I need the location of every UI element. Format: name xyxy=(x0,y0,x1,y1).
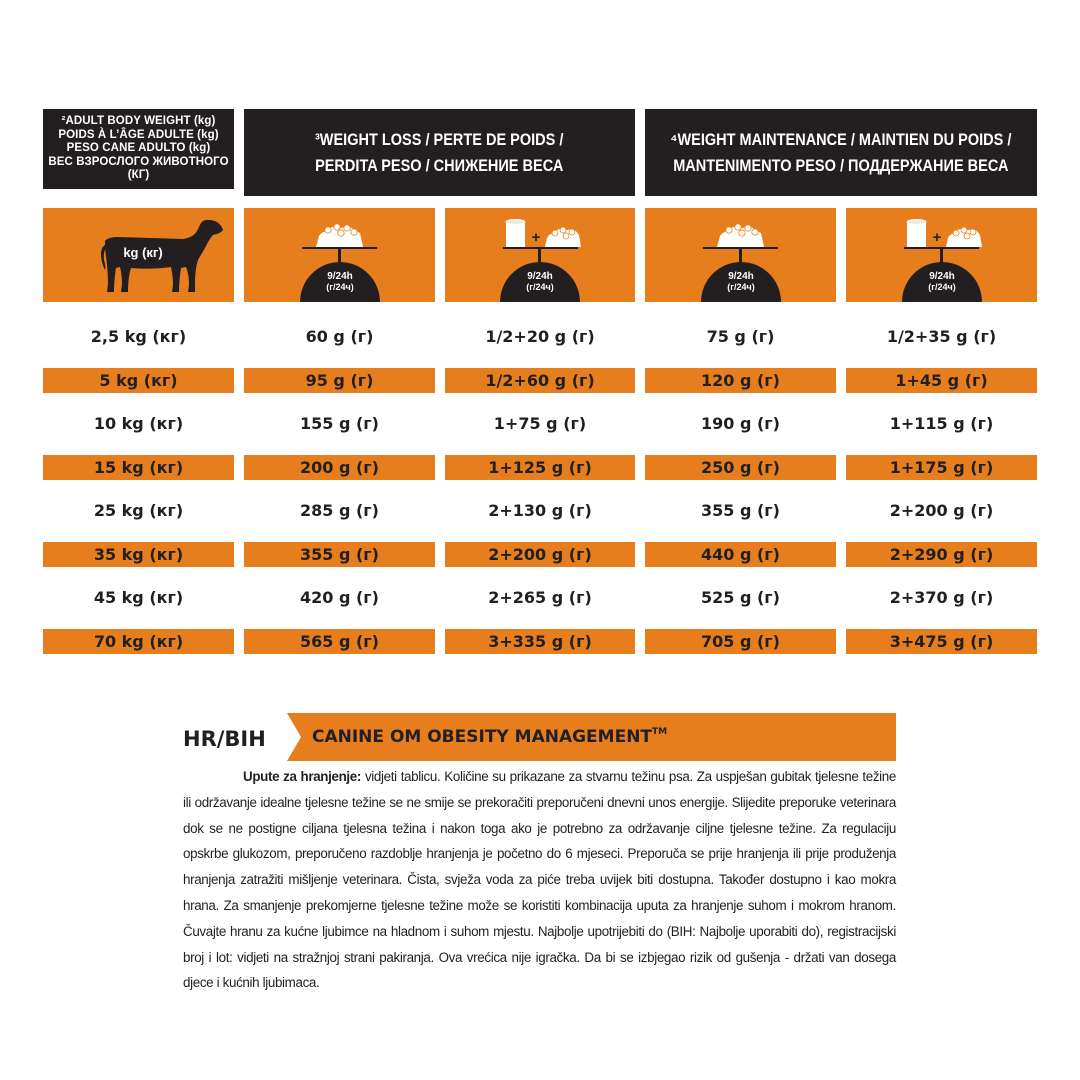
scale-time-label: 9/24h xyxy=(728,271,754,282)
table-cell: 1+125 g (г) xyxy=(445,455,635,480)
table-cell: 1/2+60 g (г) xyxy=(445,368,635,393)
header-weight xyxy=(43,109,234,189)
feeding-instructions xyxy=(183,764,896,996)
table-cell: 2+370 g (г) xyxy=(889,588,994,607)
table-cell: 15 kg (кг) xyxy=(43,455,234,480)
table-cell: 60 g (г) xyxy=(305,327,374,346)
table-cell: 355 g (г) xyxy=(244,542,435,567)
table-cell: 1/2+20 g (г) xyxy=(485,327,595,346)
scale-time-label: 9/24h xyxy=(929,271,955,282)
table-cell: 190 g (г) xyxy=(701,414,780,433)
table-cell: 1+115 g (г) xyxy=(889,414,994,433)
dog-icon-cell xyxy=(43,208,234,302)
table-cell: 155 g (г) xyxy=(300,414,379,433)
scale-dry-food-icon xyxy=(645,208,836,302)
table-cell: 2+200 g (г) xyxy=(889,501,994,520)
table-cell: 420 g (г) xyxy=(300,588,379,607)
can-icon xyxy=(506,222,525,247)
product-name-text: CANINE OM OBESITY MANAGEMENT xyxy=(312,727,653,747)
table-cell: 2,5 kg (кг) xyxy=(90,327,187,346)
table-cell: 2+290 g (г) xyxy=(846,542,1037,567)
scale-unit-label: (г/24ч) xyxy=(526,282,554,292)
can-icon xyxy=(907,222,926,247)
table-cell: 705 g (г) xyxy=(645,629,836,654)
table-cell: 95 g (г) xyxy=(244,368,435,393)
table-cell: 70 kg (кг) xyxy=(43,629,234,654)
plus-icon: + xyxy=(531,229,541,246)
scale-dry-food-icon xyxy=(244,208,435,302)
product-bar xyxy=(287,713,896,761)
product-bar-arrow xyxy=(287,713,301,761)
table-cell: 2+200 g (г) xyxy=(445,542,635,567)
table-cell: 3+335 g (г) xyxy=(445,629,635,654)
table-cell: 250 g (г) xyxy=(645,455,836,480)
table-cell: 3+475 g (г) xyxy=(846,629,1037,654)
dog-icon xyxy=(43,208,234,302)
table-cell: 25 kg (кг) xyxy=(93,501,184,520)
scale-time-label: 9/24h xyxy=(527,271,553,282)
language-code: HR/BIH xyxy=(183,727,266,751)
table-cell: 120 g (г) xyxy=(645,368,836,393)
table-cell: 285 g (г) xyxy=(300,501,379,520)
plus-icon: + xyxy=(932,229,942,246)
scale-icon-cell-maint-mixed xyxy=(846,208,1037,302)
table-cell: 45 kg (кг) xyxy=(93,588,184,607)
table-cell: 5 kg (кг) xyxy=(43,368,234,393)
table-cell: 75 g (г) xyxy=(706,327,775,346)
trademark-symbol: TM xyxy=(652,727,668,737)
header-weight-loss xyxy=(244,109,635,196)
table-cell: 355 g (г) xyxy=(701,501,780,520)
header-weight-maintenance-text: ⁴WEIGHT MAINTENANCE / MAINTIEN DU POIDS / MANTENIMENTO PESO / ПОДДЕРЖАНИЕ ВЕСА xyxy=(670,130,1012,175)
table-cell: 10 kg (кг) xyxy=(93,414,184,433)
table-cell: 35 kg (кг) xyxy=(43,542,234,567)
header-weight-text: ²ADULT BODY WEIGHT (kg) POIDS À L’ÂGE ADULTE (kg) PESO CANE ADULTO (kg) ВЕС ВЗРОСЛОГО ЖИВОТНОГО (КГ) xyxy=(48,115,229,182)
header-weight-maintenance xyxy=(645,109,1037,196)
scale-mixed-food-icon xyxy=(445,208,635,302)
header-weight-loss-text: ³WEIGHT LOSS / PERTE DE POIDS / PERDITA PESO / СНИЖЕНИЕ ВЕСА xyxy=(315,130,564,175)
table-cell: 1+175 g (г) xyxy=(846,455,1037,480)
table-cell: 1/2+35 g (г) xyxy=(886,327,997,346)
feeding-instructions-text: vidjeti tablicu. Količine su prikazane za stvarnu težinu psa. Za uspješan gubitak tjelesne težine ili održavanje idealne tjelesne težine se ne smije se prekoračiti preporučeni dnevni unos energije. Slijedite preporuke veterinara dok se ne postigne ciljana tjelesna težina i nakon toga ako je potrebno za održavanje ciljne tjelesne težine. Za regulaciju opskrbe glukozom, preporučeno razdoblje hranjenja je početno do 6 mjeseci. Preporuča se prije hranjenja ili prije produženja hranjenja zatražiti mišljenje veterinara. Čista, svježa voda za piće treba uvijek biti dostupna. Također dostupno i kao mokra hrana. Za smanjenje prekomjerne tjelesne težine može se koristiti kombinacija uputa za hranjenje suhom i mokrom hranom. Čuvajte hranu za kućne ljubimce na hladnom i suhom mjestu. Najbolje upotrijebiti do (BIH: Najbolje uporabiti do), registracijski broj i lot: vidjeti na stražnjoj strani pakiranja. Ova vrećica nije igračka. Da bi se izbjegao rizik od gušenja - držati van dosega djece i kućnih ljubimaca. xyxy=(183,769,896,991)
table-cell: 2+265 g (г) xyxy=(488,588,592,607)
table-cell: 2+130 g (г) xyxy=(488,501,592,520)
product-name xyxy=(312,727,667,747)
scale-unit-label: (г/24ч) xyxy=(928,282,956,292)
table-cell: 565 g (г) xyxy=(244,629,435,654)
table-cell: 1+45 g (г) xyxy=(846,368,1037,393)
scale-unit-label: (г/24ч) xyxy=(326,282,354,292)
scale-time-label: 9/24h xyxy=(327,271,353,282)
feeding-instructions-lead: Upute za hranjenje: xyxy=(243,769,362,784)
table-cell: 200 g (г) xyxy=(244,455,435,480)
scale-icon-cell-maint-dry xyxy=(645,208,836,302)
scale-icon-cell-loss-mixed xyxy=(445,208,635,302)
dog-icon-label: kg (кг) xyxy=(123,245,163,260)
table-cell: 525 g (г) xyxy=(701,588,780,607)
scale-icon-cell-loss-dry xyxy=(244,208,435,302)
scale-mixed-food-icon xyxy=(846,208,1037,302)
table-cell: 440 g (г) xyxy=(645,542,836,567)
scale-unit-label: (г/24ч) xyxy=(727,282,755,292)
table-cell: 1+75 g (г) xyxy=(493,414,587,433)
